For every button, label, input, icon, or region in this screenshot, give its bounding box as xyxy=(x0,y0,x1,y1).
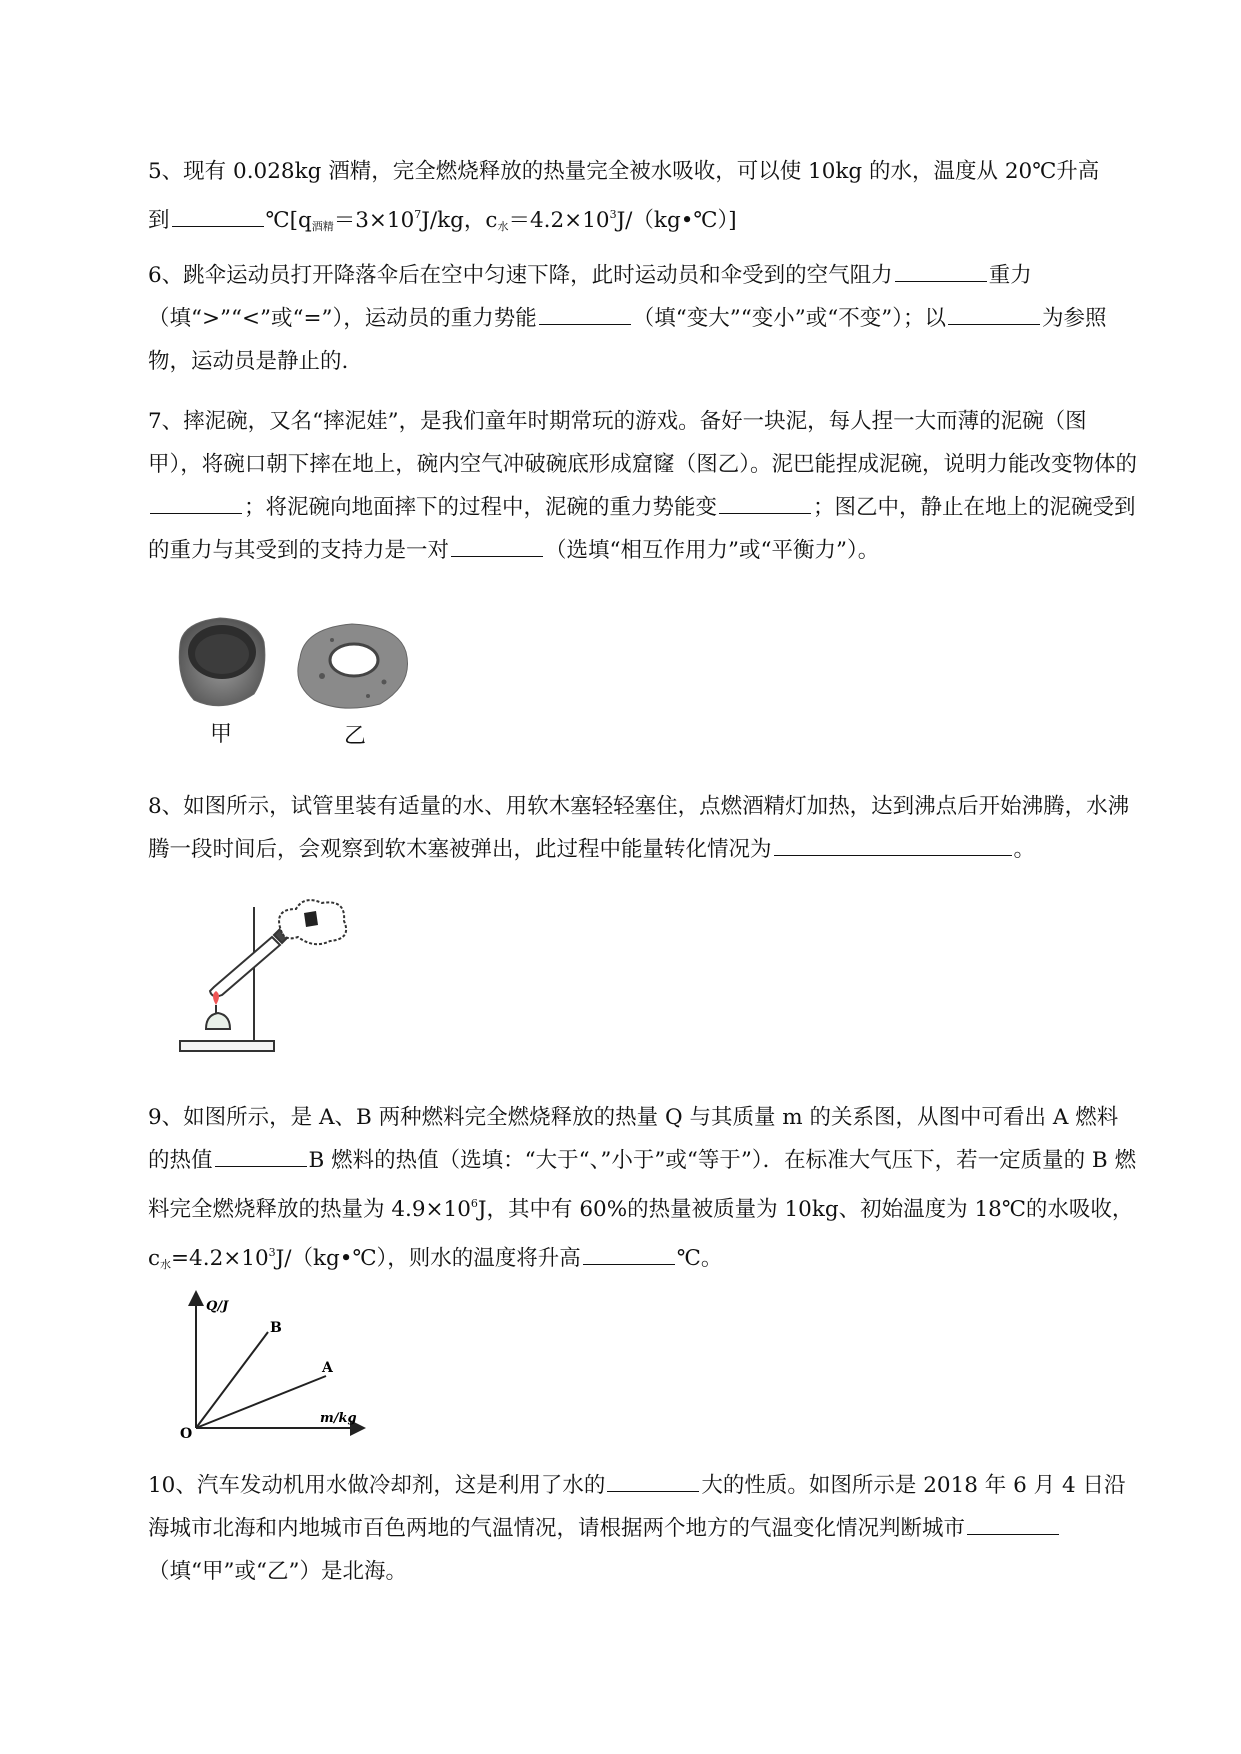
answer-blank[interactable] xyxy=(172,225,264,227)
answer-blank[interactable] xyxy=(895,280,987,282)
answer-blank[interactable] xyxy=(215,1165,307,1167)
question-9-text xyxy=(148,1096,1138,1286)
q7-text: （选填“相互作用力”或“平衡力”）。 xyxy=(545,538,880,563)
question-5 xyxy=(148,150,1138,248)
answer-blank[interactable] xyxy=(967,1533,1059,1535)
q10-text: （填“甲”或“乙”）是北海。 xyxy=(148,1559,407,1584)
q9-text: B 燃料的热值（选填：“大于“、”小于”或“等于”）．在标准大气压下，若一定质量的 B 燃料完全燃烧释放的热量为 4.9×10 xyxy=(148,1148,1137,1222)
q9-text: J，其中有 60%的热量被质量为 10kg、初始温度为 18℃的水吸收，c xyxy=(148,1197,1134,1271)
q8-text: 8、如图所示，试管里装有适量的水、用软木塞轻轻塞住，点燃酒精灯加热，达到沸点后开始沸腾，水沸腾一段时间后，会观察到软木塞被弹出，此过程中能量转化情况为 xyxy=(148,794,1130,862)
question-10-text xyxy=(148,1464,1138,1593)
subscript: 水 xyxy=(497,220,509,233)
q5-text: ＝3×10 xyxy=(333,208,415,233)
question-6-text xyxy=(148,254,1138,383)
answer-blank[interactable] xyxy=(607,1490,699,1492)
caption-jia: 甲 xyxy=(210,722,233,747)
q5-text: J/（kg•℃）] xyxy=(616,208,737,233)
q6-text: 重力（填“>”“<”或“=”），运动员的重力势能 xyxy=(148,263,1032,331)
bowl-yi-image xyxy=(298,624,408,708)
answer-blank[interactable] xyxy=(539,323,631,325)
q6-text: 6、跳伞运动员打开降落伞后在空中匀速下降，此时运动员和伞受到的空气阻力 xyxy=(148,263,893,288)
stand-base xyxy=(180,1041,274,1051)
question-6 xyxy=(148,254,1138,383)
answer-blank[interactable] xyxy=(150,512,242,514)
question-9 xyxy=(148,1096,1138,1286)
cork-popped xyxy=(304,911,318,927)
q6-text: 为参照物，运动员是静止的. xyxy=(148,306,1107,374)
q7-text: ；将泥碗向地面摔下的过程中，泥碗的重力势能变 xyxy=(244,495,718,520)
answer-blank[interactable] xyxy=(948,323,1040,325)
answer-blank[interactable] xyxy=(583,1263,675,1265)
q10-text: 大的性质。如图所示是 2018 年 6 月 4 日沿海城市北海和内地城市百色两地的气温情况，请根据两个地方的气温变化情况判断城市 xyxy=(148,1473,1126,1541)
alcohol-lamp xyxy=(206,1013,230,1029)
heat-mass-graph xyxy=(176,1290,366,1440)
q5-text: ＝4.2×10 xyxy=(508,208,610,233)
test-tube-apparatus-figure xyxy=(176,895,356,1055)
question-10 xyxy=(148,1464,1138,1593)
mud-bowl-figure xyxy=(172,610,432,750)
superscript: 3 xyxy=(609,208,617,221)
subscript: 水 xyxy=(160,1258,172,1271)
superscript: 6 xyxy=(470,1197,478,1210)
q5-text: J/kg，c xyxy=(421,208,498,233)
q6-text: （填“变大”“变小”或“不变”）；以 xyxy=(632,306,946,331)
q7-text: ；图乙中，静止在地上的泥碗受到的重力与其受到的支持力是一对 xyxy=(148,495,1136,563)
subscript: 酒精 xyxy=(311,220,334,233)
question-8 xyxy=(148,785,1138,871)
q10-text: 10、汽车发动机用水做冷却剂，这是利用了水的 xyxy=(148,1473,606,1498)
origin-label: O xyxy=(180,1426,193,1440)
test-tube xyxy=(210,937,280,996)
q9-text: J/（kg•℃），则水的温度将升高 xyxy=(275,1246,581,1271)
question-7 xyxy=(148,400,1138,572)
question-7-text xyxy=(148,400,1138,572)
question-5-line2 xyxy=(148,193,1138,248)
superscript: 3 xyxy=(268,1246,276,1259)
question-8-text xyxy=(148,785,1138,871)
answer-blank[interactable] xyxy=(451,555,543,557)
caption-yi: 乙 xyxy=(344,724,367,749)
q5-text: ℃[q xyxy=(265,208,312,233)
q5-text: 到 xyxy=(148,208,170,233)
q9-text: 9、如图所示，是 A、B 两种燃料完全燃烧释放的热量 Q 与其质量 m 的关系图，从图中可看出 A 燃料的热值 xyxy=(148,1105,1119,1173)
answer-blank[interactable] xyxy=(719,512,811,514)
q8-text: 。 xyxy=(1013,837,1036,862)
x-axis-label: m/kg xyxy=(320,1411,357,1426)
line-a-label: A xyxy=(322,1360,333,1376)
superscript: 7 xyxy=(414,208,422,221)
q9-text: =4.2×10 xyxy=(171,1246,269,1271)
q9-text: ℃。 xyxy=(676,1246,723,1271)
bowl-jia-image xyxy=(179,618,265,706)
question-5-line1: 5、现有 0.028kg 酒精，完全燃烧释放的热量完全被水吸收，可以使 10kg 的水，温度从 20℃升高 xyxy=(148,159,1100,184)
line-b-label: B xyxy=(270,1320,282,1336)
answer-blank[interactable] xyxy=(774,854,1012,856)
q7-text: 7、摔泥碗，又名“摔泥娃”，是我们童年时期常玩的游戏。备好一块泥，每人捏一大而薄的泥碗（图甲），将碗口朝下摔在地上，碗内空气冲破碗底形成窟窿（图乙）。泥巴能捏成泥碗，说明力能改变物体的 xyxy=(148,409,1138,477)
y-axis-label: Q/J xyxy=(206,1299,229,1314)
